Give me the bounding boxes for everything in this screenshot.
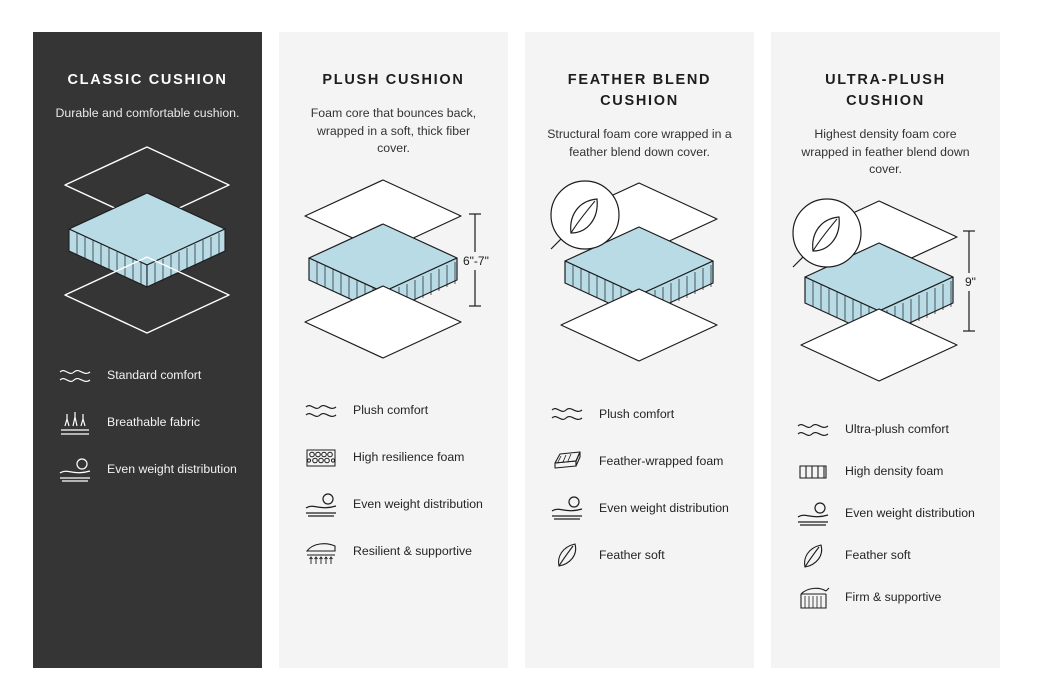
- list-item: [55, 403, 242, 443]
- card-feather-blend-cushion[interactable]: [525, 32, 754, 668]
- dimension-label: 9": [965, 274, 976, 289]
- feature-label: Even weight distribution: [599, 500, 729, 515]
- cushion-layers-illustration: [33, 133, 262, 348]
- leaf-icon: [793, 540, 833, 572]
- list-item: [301, 532, 488, 572]
- leaf-badge: [551, 181, 619, 249]
- feature-label: Even weight distribution: [353, 497, 483, 512]
- page-title: ULTRA-PLUSH CUSHION: [825, 72, 946, 109]
- even-weight-icon: [55, 454, 95, 486]
- card-plush-cushion[interactable]: [279, 32, 508, 668]
- cushion-comparison-row: [33, 32, 1016, 668]
- feature-label: High resilience foam: [353, 450, 465, 465]
- list-item: [793, 496, 980, 532]
- page-title: CLASSIC CUSHION: [67, 72, 228, 88]
- feature-label: Firm & supportive: [845, 590, 942, 605]
- even-weight-icon: [547, 492, 587, 524]
- high-density-foam-icon: [793, 456, 833, 488]
- page-title: PLUSH CUSHION: [322, 72, 465, 88]
- list-item: [301, 438, 488, 478]
- wave-lines-icon: [301, 395, 341, 427]
- leaf-badge: [793, 199, 861, 267]
- leaf-icon: [547, 539, 587, 571]
- feature-label: Feather-wrapped foam: [599, 453, 724, 468]
- list-item: [301, 391, 488, 431]
- feature-label: Breathable fabric: [107, 415, 200, 430]
- breathable-arrows-icon: [55, 407, 95, 439]
- list-item: [55, 356, 242, 396]
- card-ultra-plush-cushion[interactable]: [771, 32, 1000, 668]
- feature-label: Ultra-plush comfort: [845, 422, 949, 437]
- honeycomb-foam-icon: [301, 442, 341, 474]
- feature-list: [279, 391, 508, 579]
- card-description: Structural foam core wrapped in a feather blend down cover.: [547, 127, 732, 159]
- page-title: FEATHER BLEND CUSHION: [567, 72, 712, 109]
- list-item: [55, 450, 242, 490]
- feature-list: [525, 394, 754, 582]
- list-item: [547, 394, 734, 434]
- feature-label: Resilient & supportive: [353, 544, 472, 559]
- list-item: [793, 412, 980, 448]
- card-description: Highest density foam core wrapped in feather blend down cover.: [801, 127, 970, 176]
- list-item: [547, 488, 734, 528]
- dimension-label: 6"-7": [463, 253, 489, 268]
- wave-lines-icon: [547, 398, 587, 430]
- even-weight-icon: [793, 498, 833, 530]
- list-item: [793, 454, 980, 490]
- feature-label: Plush comfort: [353, 403, 429, 418]
- feature-label: Feather soft: [845, 548, 911, 563]
- even-weight-icon: [301, 489, 341, 521]
- card-description: Durable and comfortable cushion.: [55, 106, 240, 120]
- feature-label: Plush comfort: [599, 406, 675, 421]
- feature-list: [33, 356, 262, 497]
- list-item: [301, 485, 488, 525]
- card-classic-cushion[interactable]: [33, 32, 262, 668]
- feature-label: High density foam: [845, 464, 944, 479]
- feature-label: Even weight distribution: [107, 462, 237, 477]
- list-item: [793, 538, 980, 574]
- feature-list: [771, 412, 1000, 616]
- wave-lines-icon: [55, 360, 95, 392]
- card-description: Foam core that bounces back, wrapped in a soft, thick fiber cover.: [310, 106, 477, 155]
- firm-support-icon: [793, 582, 833, 614]
- feature-label: Even weight distribution: [845, 506, 975, 521]
- cushion-layers-illustration: [525, 171, 754, 386]
- feature-label: Feather soft: [599, 547, 665, 562]
- feather-wrapped-block-icon: [547, 445, 587, 477]
- list-item: [547, 535, 734, 575]
- feature-label: Standard comfort: [107, 368, 202, 383]
- wave-lines-icon: [793, 414, 833, 446]
- cushion-layers-illustration: [279, 168, 508, 383]
- cushion-layers-illustration: [771, 189, 1000, 404]
- list-item: [793, 580, 980, 616]
- list-item: [547, 441, 734, 481]
- resilient-support-icon: [301, 536, 341, 568]
